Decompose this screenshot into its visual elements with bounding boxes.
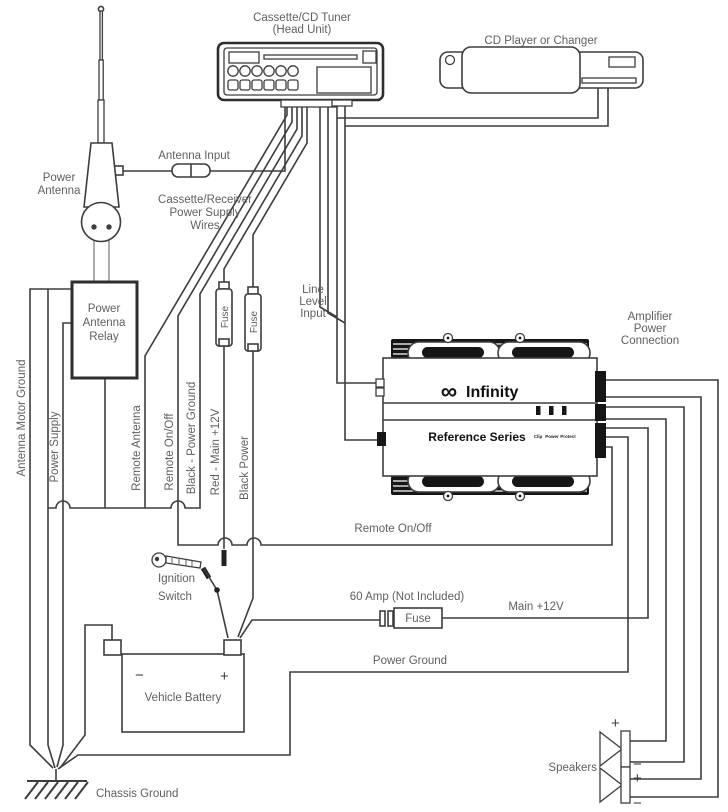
main-fuse-plate-2 (388, 611, 393, 626)
amp-power-terminal-block (595, 423, 606, 458)
ignition-label-2: Switch (158, 591, 192, 603)
sixty-amp-label: 60 Amp (Not Included) (349, 591, 465, 603)
main-fuse-60amp (380, 608, 442, 628)
ignition-label-1: Ignition (158, 573, 196, 585)
cd-player-led (446, 56, 455, 65)
ignition-switch (152, 550, 224, 593)
antenna-body (84, 143, 119, 207)
speaker2-cone (600, 768, 622, 802)
power-antenna-relay (72, 282, 137, 378)
speakers (600, 715, 642, 812)
amp-terminal-block-mid (595, 404, 606, 421)
head-unit-door (229, 52, 259, 63)
head-unit-title-2: (Head Unit) (272, 24, 332, 36)
line-level-label-2: Level (299, 296, 327, 308)
fuse1-label: Fuse (220, 305, 231, 329)
line-level-wire-a (337, 106, 376, 383)
speaker1-neg-sign: − (633, 756, 642, 773)
relay-box (72, 282, 137, 378)
antenna-mast-1 (100, 11, 102, 60)
black-power-wire-upper (253, 107, 307, 293)
head-unit-eject-button (363, 51, 376, 63)
line-level-label-1: Line (302, 284, 324, 296)
remote-on-off-line-label: Remote On/Off (354, 523, 432, 535)
amp-vent-bottom-right (512, 476, 574, 487)
speaker1-neg-wire (605, 407, 684, 762)
cd-player (440, 47, 643, 93)
red-main-12v-label: Red - Main +12V (210, 408, 222, 496)
antenna-input-label: Antenna Input (158, 150, 230, 162)
amp-brand: Infinity (466, 384, 519, 401)
amp-rca-input-2 (376, 388, 384, 396)
amp-input-stub (377, 432, 386, 446)
cassette-wires-label-3: Wires (190, 220, 220, 232)
antenna-connector (172, 164, 210, 177)
cd-player-slot (582, 78, 636, 83)
infinity-logo-icon: ∞ (440, 378, 458, 404)
ground-hatches (25, 782, 88, 799)
amp-series-label: Reference Series (428, 430, 526, 444)
antenna-motor-ground-wire (30, 289, 72, 768)
remote-antenna-label: Remote Antenna (131, 405, 143, 491)
amp-face (383, 358, 597, 476)
battery-post-positive (224, 640, 241, 655)
black-power-ground-label: Black - Power Ground (186, 381, 198, 495)
remote-on-off-label: Remote On/Off (164, 413, 176, 491)
amplifier (376, 334, 606, 501)
relay-label-2: Antenna (82, 317, 126, 329)
speaker1-driver (621, 731, 630, 767)
cassette-wires-label-1: Cassette/Receiver (158, 194, 252, 206)
vehicle-battery (104, 640, 244, 732)
antenna-mast-3 (98, 100, 104, 143)
battery-negative-sign: − (135, 667, 144, 684)
antenna-motor-ground-label: Antenna Motor Ground (16, 359, 28, 477)
switch-to-battery-wire (217, 590, 228, 638)
power-supply-label: Power Supply (49, 411, 61, 483)
speaker1-pos-sign: + (611, 715, 620, 732)
amp-rca-input-1 (376, 379, 384, 387)
fuse-black-power (245, 287, 261, 351)
antenna-mast-2 (99, 60, 103, 100)
speaker1-cone (600, 732, 622, 766)
main-fuse-label: Fuse (405, 613, 431, 625)
line-level-wire-b (345, 106, 378, 440)
amp-vent-bottom-left (422, 476, 484, 487)
amp-vent-top-left (422, 347, 484, 358)
speaker1-pos-wire (605, 419, 666, 741)
speaker2-pos-sign: + (633, 770, 642, 787)
cassette-wires-label-2: Power Supply (169, 207, 241, 219)
relay-label-3: Relay (89, 331, 119, 343)
speaker2-neg-sign: − (633, 795, 642, 812)
chassis-ground-symbol (25, 769, 88, 799)
fuse2-cap-top (248, 287, 258, 294)
amp-clip-label: Clip (533, 434, 543, 439)
antenna-base (82, 203, 121, 242)
relay-ground-wire (48, 289, 55, 768)
fuse-red-main (216, 282, 232, 346)
antenna-terminal-1 (91, 224, 96, 229)
speakers-label: Speakers (548, 762, 597, 774)
amp-vent-top-right (512, 347, 574, 358)
head-unit-slot (264, 55, 357, 59)
cd-player-panel (609, 57, 635, 67)
black-power-label: Black Power (239, 436, 251, 500)
head-unit (218, 43, 383, 107)
fuse2-cap-bottom (248, 344, 258, 351)
cd-player-magazine (462, 47, 580, 93)
fuse1-cap-bottom (219, 339, 229, 346)
fuse1-cap-top (219, 282, 229, 289)
power-ground-label: Power Ground (372, 655, 448, 667)
amp-connection-label-2: Power (633, 323, 667, 335)
main-fuse-plate-1 (380, 611, 385, 626)
head-unit-connector-2 (332, 100, 352, 106)
power-antenna-label-2: Antenna (37, 185, 81, 197)
amp-connection-label-3: Connection (620, 335, 680, 347)
cd-player-title: CD Player or Changer (484, 35, 598, 47)
fuse2-label: Fuse (249, 310, 260, 334)
power-antenna-label-1: Power (42, 172, 76, 184)
key-icon (152, 553, 201, 568)
power-supply-wire (57, 323, 72, 767)
head-unit-title-1: Cassette/CD Tuner (253, 12, 351, 24)
main-12v-label: Main +12V (508, 601, 564, 613)
amp-connection-label-1: Amplifier (627, 311, 673, 323)
relay-label-1: Power (87, 303, 121, 315)
head-unit-connector (281, 100, 336, 107)
chassis-ground-label: Chassis Ground (96, 788, 179, 800)
main-12v-wire-left (240, 620, 380, 638)
amp-protect-label: Protect (560, 434, 576, 439)
amp-speaker-terminal-block-top (595, 371, 606, 402)
battery-positive-sign: + (220, 668, 229, 685)
switch-pivot (214, 587, 220, 593)
switch-lever (204, 569, 217, 590)
battery-post-negative (104, 640, 121, 655)
amp-power-label: Power (545, 434, 559, 439)
line-level-label-3: Input (300, 308, 326, 320)
head-unit-display (317, 67, 371, 93)
battery-label: Vehicle Battery (144, 692, 222, 704)
power-antenna (82, 6, 124, 241)
speaker2-driver (621, 767, 630, 803)
antenna-terminal-2 (106, 224, 111, 229)
